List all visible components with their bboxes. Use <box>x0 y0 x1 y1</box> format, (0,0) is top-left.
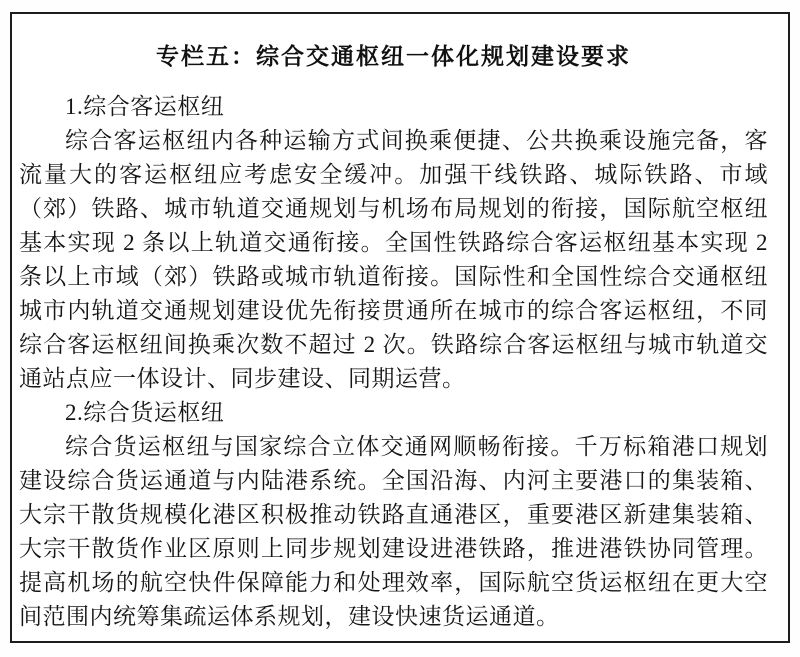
section-2-body: 综合货运枢纽与国家综合立体交通网顺畅衔接。千万标箱港口规划建设综合货运通道与内陆港系统。全国沿海、内河主要港口的集装箱、大宗干散货规模化港区积极推动铁路直通港区，重要港区新建集装箱、大宗干散货作业区原则上同步规划建设进港铁路，推进港铁协同管理。提高机场的航空快件保障能力和处理效率，国际航空货运枢纽在更大空间范围内统筹集疏运体系规划，建设快速货运通道。 <box>19 434 768 629</box>
box-title: 专栏五：综合交通枢纽一体化规划建设要求 <box>156 43 631 69</box>
section-2-heading: 2.综合货运枢纽 <box>65 400 225 425</box>
section-1-body: 综合客运枢纽内各种运输方式间换乘便捷、公共换乘设施完备，客流量大的客运枢纽应考虑安全缓冲。加强干线铁路、城际铁路、市域（郊）铁路、城市轨道交通规划与机场布局规划的衔接，国际航空枢纽基本实现 2 条以上轨道交通衔接。全国性铁路综合客运枢纽基本实现 2 条以上市域（郊）铁路或城市轨道衔接。国际性和全国性综合交通枢纽城市内轨道交通规划建设优先衔接贯通所在城市的综合客运枢纽，不同综合客运枢纽间换乘次数不超过 2 次。铁路综合客运枢纽与城市轨道交通站点应一体设计、同步建设、同期运营。 <box>19 128 768 391</box>
callout-box <box>10 12 790 643</box>
section-1-heading: 1.综合客运枢纽 <box>65 94 225 119</box>
